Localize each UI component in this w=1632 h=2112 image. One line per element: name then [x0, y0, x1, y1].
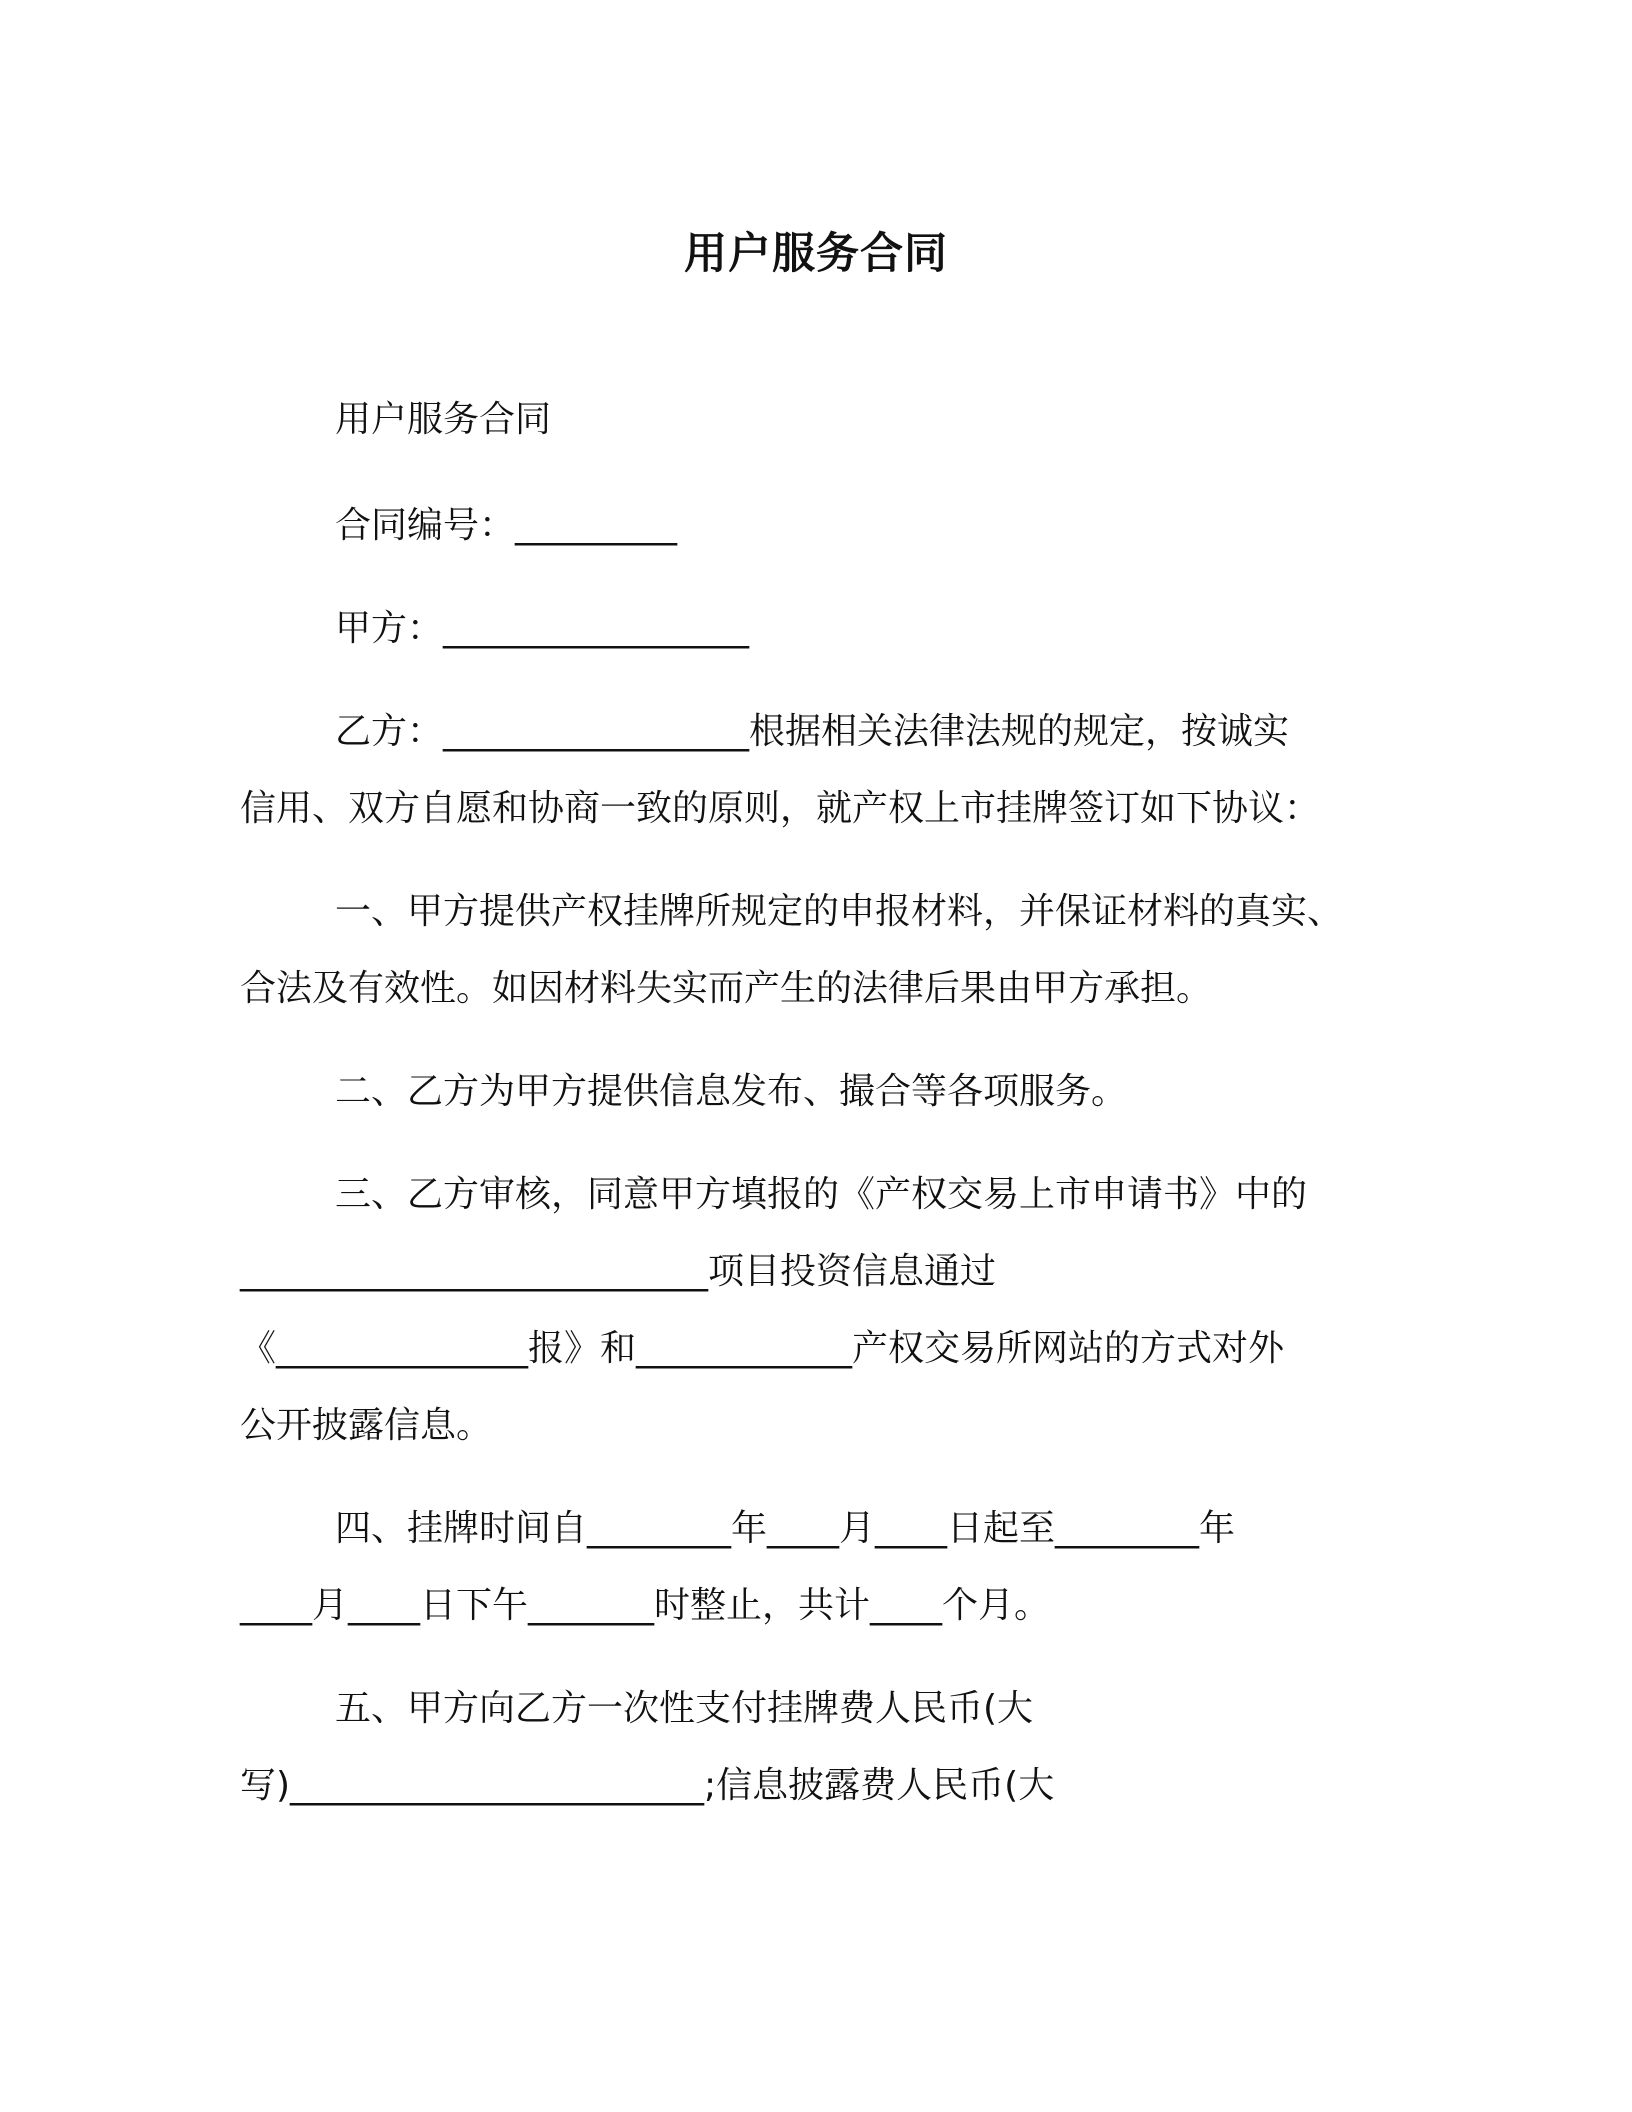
- clause-3-line-1: 三、乙方审核，同意甲方填报的《产权交易上市申请书》中的: [335, 1174, 1308, 1215]
- subtitle-line: 用户服务合同: [335, 399, 552, 440]
- clause-3-line-2: __________________________项目投资信息通过: [240, 1251, 997, 1292]
- party-a-line: 甲方：_________________: [335, 608, 750, 649]
- clause-5-line-2: 写)_______________________;信息披露费人民币(大: [240, 1765, 1055, 1806]
- clause-1-line-2: 合法及有效性。如因材料失实而产生的法律后果由甲方承担。: [240, 968, 1213, 1009]
- clause-4-line-2: ____月____日下午_______时整止，共计____个月。: [240, 1585, 1051, 1626]
- document-title: 用户服务合同: [684, 229, 948, 279]
- preamble-line: 信用、双方自愿和协商一致的原则，就产权上市挂牌签订如下协议：: [240, 788, 1321, 829]
- clause-3-line-3: 《______________报》和____________产权交易所网站的方式对外: [240, 1328, 1285, 1369]
- clause-2-line: 二、乙方为甲方提供信息发布、撮合等各项服务。: [335, 1071, 1128, 1112]
- clause-3-line-4: 公开披露信息。: [240, 1405, 493, 1446]
- clause-5-line-1: 五、甲方向乙方一次性支付挂牌费人民币(大: [335, 1688, 1034, 1729]
- party-b-line: 乙方：_________________根据相关法律法规的规定，按诚实: [335, 711, 1290, 752]
- clause-1-line-1: 一、甲方提供产权挂牌所规定的申报材料，并保证材料的真实、: [335, 891, 1344, 932]
- clause-4-line-1: 四、挂牌时间自________年____月____日起至________年: [335, 1508, 1236, 1549]
- contract-number-line: 合同编号：_________: [335, 505, 678, 546]
